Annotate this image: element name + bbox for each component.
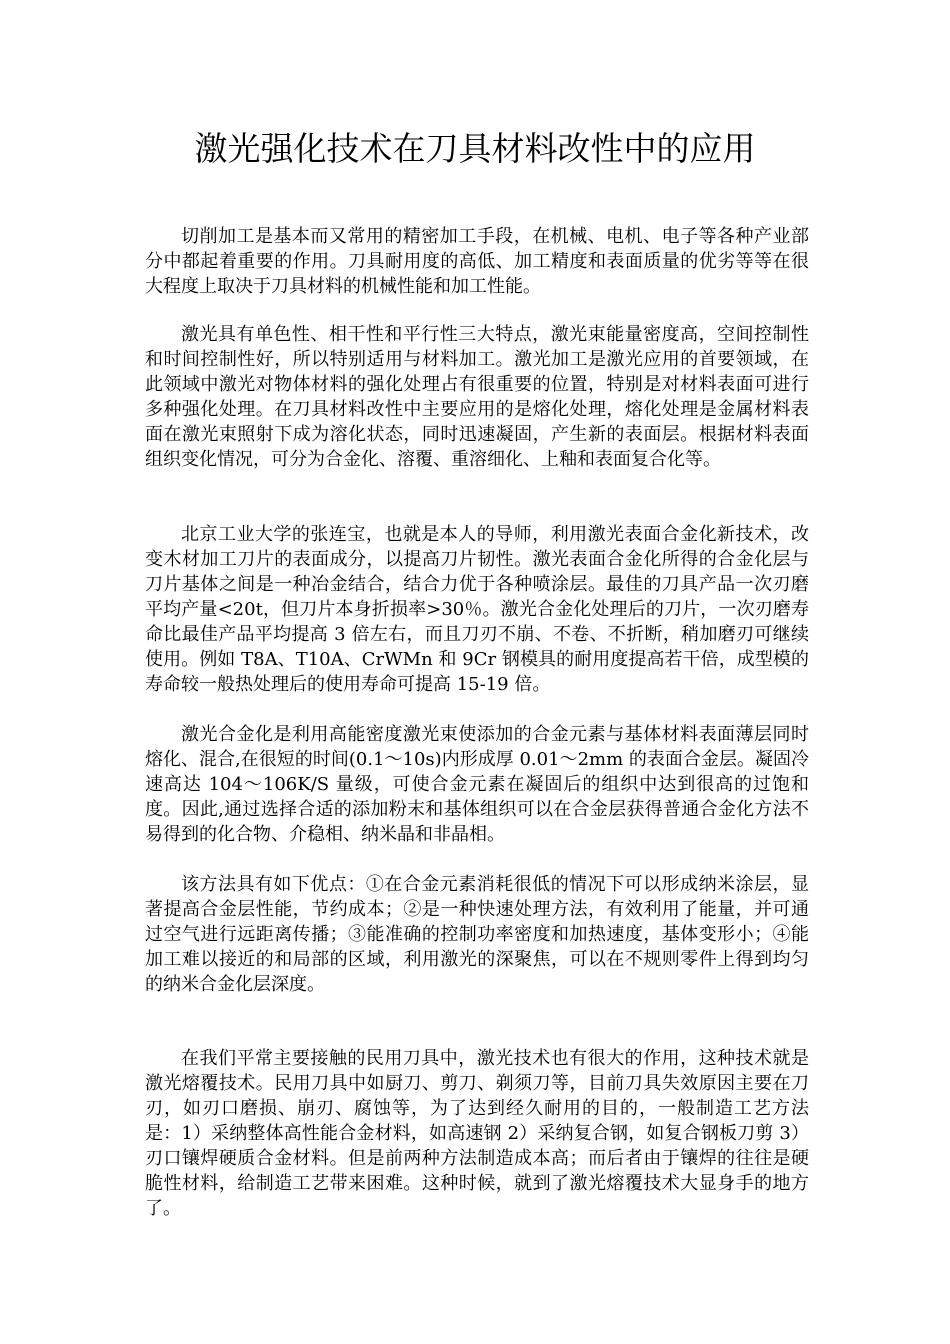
paragraph-case-study: 北京工业大学的张连宝，也就是本人的导师，利用激光表面合金化新技术，改变木材加工刀片的表面成分，以提高刀片韧性。激光表面合金化所得的合金化层与刀片基体之间是一种冶金结合，结合力优于各种喷涂层。最佳的刀具产品一次刃磨平均产量<20t，但刀片本身折损率>30％。激光合金化处理后的刀片，一次刃磨寿命比最佳产品平均提高 3 倍左右，而且刀刃不崩、不卷、不折断，稍加磨刃可继续使用。例如 T8A、T10A、CrWMn 和 9Cr 钢模具的耐用度提高若干倍，成型模的寿命较一般热处理后的使用寿命可提高 15-19 倍。	[145, 524, 809, 695]
paragraph-civil-tools: 在我们平常主要接触的民用刀具中，激光技术也有很大的作用，这种技术就是激光熔覆技术。民用刀具中如厨刀、剪刀、剃须刀等，目前刀具失效原因主要在刀刃，如刃口磨损、崩刃、腐蚀等，为了达到经久耐用的目的，一般制造工艺方法是：1）采纳整体高性能合金材料，如高速钢 2）采纳复合钢，如复合钢板刀剪 3）刃口镶焊硬质合金材料。但是前两种方法制造成本高；而后者由于镶焊的往往是硬脆性材料，给制造工艺带来困难。这种时候，就到了激光熔覆技术大显身手的地方了。	[145, 1048, 809, 1219]
paragraph-intro: 切削加工是基本而又常用的精密加工手段，在机械、电机、电子等各种产业部分中都起着重要的作用。刀具耐用度的高低、加工精度和表面质量的优劣等等在很大程度上取决于刀具材料的机械性能和加工性能。	[145, 226, 809, 297]
document-title: 激光强化技术在刀具材料改性中的应用	[194, 129, 756, 168]
paragraph-laser-properties: 激光具有单色性、相干性和平行性三大特点，激光束能量密度高，空间控制性和时间控制性好，所以特别适用与材料加工。激光加工是激光应用的首要领域，在此领域中激光对物体材料的强化处理占有很重要的位置，特别是对材料表面可进行多种强化处理。在刀具材料改性中主要应用的是熔化处理，熔化处理是金属材料表面在激光束照射下成为溶化状态，同时迅速凝固，产生新的表面层。根据材料表面组织变化情况，可分为合金化、溶覆、重溶细化、上釉和表面复合化等。	[145, 324, 809, 470]
paragraph-laser-alloying: 激光合金化是利用高能密度激光束使添加的合金元素与基体材料表面薄层同时熔化、混合,在很短的时间(0.1～10s)内形成厚 0.01～2mm 的表面合金层。凝固冷速高达 104～106K/S 量级，可使合金元素在凝固后的组织中达到很高的过饱和度。因此,通过选择合适的添加粉末和基体组织可以在合金层获得普通合金化方法不易得到的化合物、介稳相、纳米晶和非晶相。	[145, 724, 809, 845]
paragraph-advantages: 该方法具有如下优点：①在合金元素消耗很低的情况下可以形成纳米涂层，显著提高合金层性能，节约成本；②是一种快速处理方法，有效利用了能量，并可通过空气进行远距离传播；③能准确的控制功率密度和加热速度，基体变形小；④能加工难以接近的和局部的区域，利用激光的深聚焦，可以在不规则零件上得到均匀的纳米合金化层深度。	[145, 874, 809, 995]
